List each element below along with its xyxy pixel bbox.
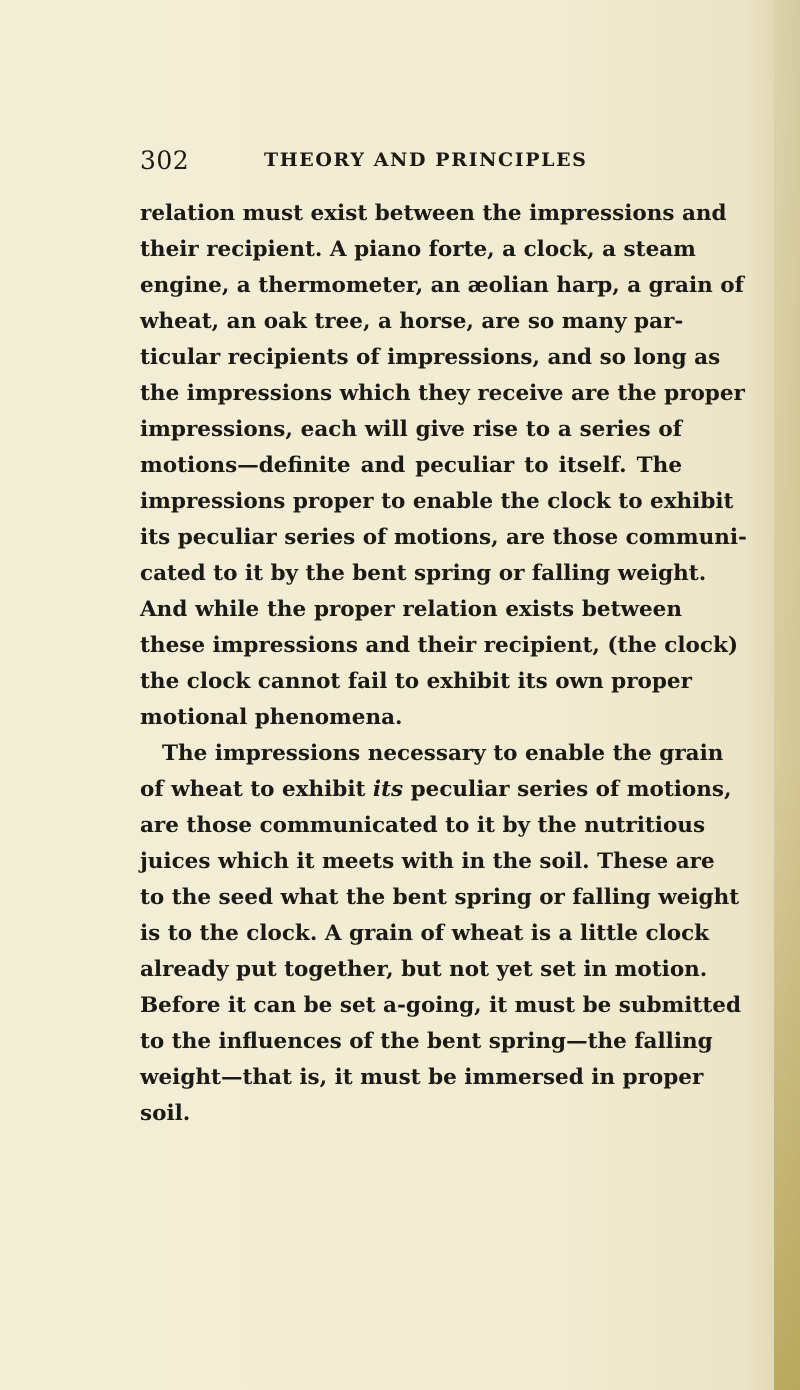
text-line: impressions, each will give rise to a series of: [140, 417, 682, 442]
text-line: their recipient. A piano forte, a clock, a steam: [140, 237, 696, 262]
text-line: juices which it meets with in the soil. These are: [140, 849, 715, 874]
text-line: And while the proper relation exists between: [140, 597, 682, 622]
italic-word: its: [372, 777, 404, 802]
text-line: relation must exist between the impressions and: [140, 201, 727, 226]
text-line: ticular recipients of impressions, and so long as: [140, 345, 721, 370]
text-line: are those communicated to it by the nutritious: [140, 813, 706, 838]
text-line: these impressions and their recipient, (the clock): [140, 633, 739, 658]
text-line: cated to it by the bent spring or falling weight.: [140, 561, 707, 586]
text-line: already put together, but not yet set in motion.: [140, 957, 708, 982]
text-line: to the seed what the bent spring or falling weight: [140, 885, 740, 910]
text-line: is to the clock. A grain of wheat is a little clock: [140, 921, 710, 946]
body-text: [140, 196, 747, 1132]
page-header: [140, 146, 700, 176]
text-line: Before it can be set a-going, it must be submitted: [140, 993, 742, 1018]
text-fragment: of wheat to exhibit: [140, 777, 373, 802]
text-line: motional phenomena.: [140, 705, 403, 730]
text-line: its peculiar series of motions, are those communi-: [140, 525, 747, 550]
text-line: impressions proper to enable the clock to exhibit: [140, 489, 734, 514]
text-line: motions—definite and peculiar to itself. The: [140, 453, 682, 478]
text-line: wheat, an oak tree, a horse, are so many par-: [140, 309, 684, 334]
page-number: 302: [140, 146, 190, 175]
running-head: THEORY AND PRINCIPLES: [264, 149, 588, 171]
text-line: to the influences of the bent spring—the falling: [140, 1029, 713, 1054]
text-line: engine, a thermometer, an æolian harp, a grain of: [140, 273, 744, 298]
text-line: the clock cannot fail to exhibit its own proper: [140, 669, 692, 694]
text-fragment: peculiar series of motions,: [403, 777, 732, 802]
text-line: soil.: [140, 1101, 191, 1126]
text-line: weight—that is, it must be immersed in proper: [140, 1065, 704, 1090]
text-line-with-italic: [140, 772, 732, 808]
text-line: The impressions necessary to enable the grain: [162, 741, 724, 766]
page-edge-stain: [774, 0, 800, 1390]
text-line: the impressions which they receive are the proper: [140, 381, 745, 406]
